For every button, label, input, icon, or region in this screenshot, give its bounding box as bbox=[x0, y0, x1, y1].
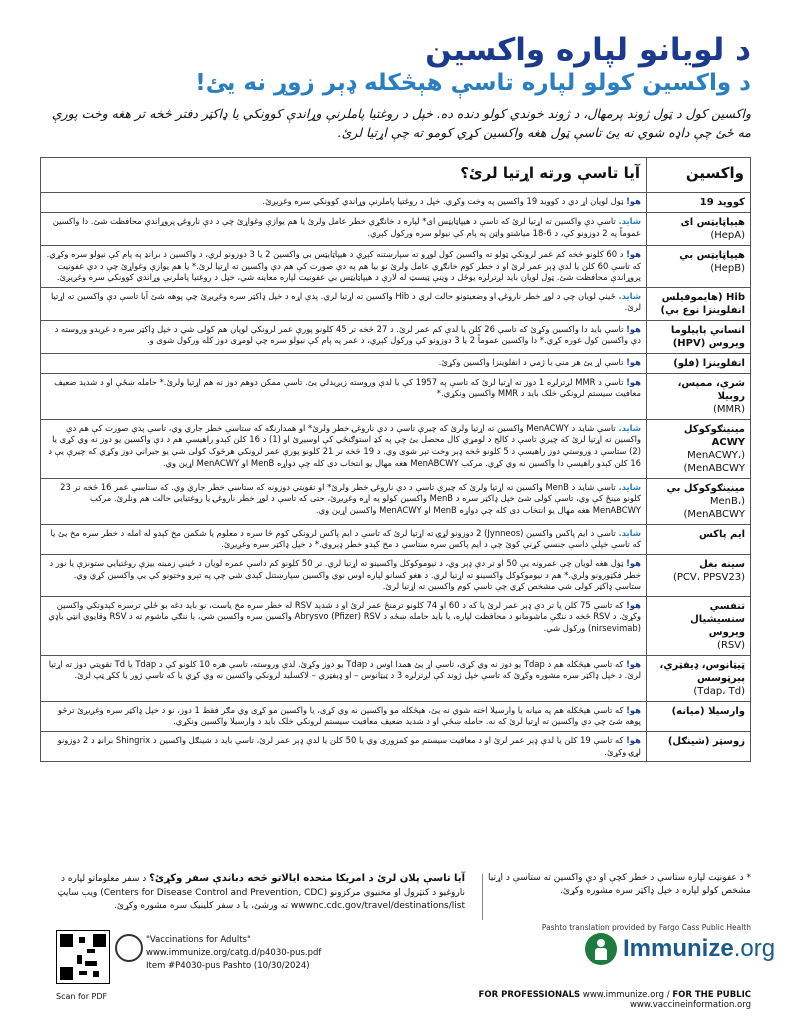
vaccine-info-cell bbox=[41, 353, 647, 373]
vaccine-info-cell bbox=[41, 655, 647, 701]
need-details: تاسې شاید د MenB واکسین ته اړتیا ولرئ که چیرې تاسې د دې ناروغۍ خطر ولرئ* او تقویتي دوزونه که ستاسې خطر جاري وي. که ستاسې عمر 16 څخه تر 23 کلونو مینځ کې وي، تاسې کولی شئ خپل ډاکټر سره د MenB واکسین کولو په اړه وغږیږئ، حتی که تاسې د لوړ خطر ناروغۍ یا روغتیایي حالت هم ونلرئ. مرکب MenABCWY هغه مهال یو انتخاب دی کله چې دواړه MenB او MenACWY واکسین اړین وي. bbox=[60, 481, 641, 515]
vaccine-name-cell bbox=[647, 478, 751, 524]
vaccine-info-cell bbox=[41, 419, 647, 478]
travel-info bbox=[40, 872, 465, 913]
need-answer: هو! bbox=[626, 376, 641, 387]
table-row bbox=[41, 596, 751, 655]
vaccine-abbreviation: (MenB، MenABCWY) bbox=[683, 495, 745, 520]
vaccine-column-header: واکسین bbox=[647, 158, 751, 193]
vaccine-name-cell bbox=[647, 655, 751, 701]
vaccine-info-cell bbox=[41, 246, 647, 288]
vaccine-name-cell bbox=[647, 246, 751, 288]
immunize-logo[interactable] bbox=[585, 933, 776, 969]
need-details: تاسې دې واکسین ته اړتیا لرئ که تاسې د هیپاټایټس ای* لپاره د خانګړي خطر عامل ولرئ یا هم یوازې وغواړئ چې د دې ناروغۍ پروړاندې محافظت شئ. دا واکسین عموماً په 2 دوزونو کې، د 6-18 میاشتو واټن په پام کې نیولو سره ورکول کېږي. bbox=[52, 216, 641, 238]
need-details: تاسې اړ یئ هر منې یا ژمي د انفلوینزا واکسین وکړئ. bbox=[438, 356, 624, 367]
vaccine-abbreviation: (MMR) bbox=[712, 403, 745, 415]
vaccine-name: شرې، ممپس، روبیلا bbox=[677, 377, 745, 402]
footer-public-url[interactable]: www.vaccineinformation.org bbox=[629, 1000, 751, 1010]
need-details: ټول هغه لویان چې عمرونه یې 50 او تر دې ډېر وي، د نیوموکوکل واکسینو ته اړتیا لري. تر 50 کلونو کم داسې عمره لویان د ځینې زمینه ییزې روغتیایي ستونزې یا نور د خطر فکټورونو ولري.* هم د نیوموکوکل واکسینو ته اړتیا لري. د هغو کسانو لپاره اوس نوي واکسین سپارښتنل کېدی شي چې په تېرو وختونو کې یې واکسین کړي وي. ستاسې ډاکټر کولی شي مشخص کړي چې تاسې کوم واکسین ته اړتیا لرئ. bbox=[49, 557, 641, 592]
table-row bbox=[41, 353, 751, 373]
need-answer: شاید. bbox=[618, 290, 641, 301]
vaccine-table-body bbox=[41, 193, 751, 762]
footer-separator: / bbox=[666, 990, 670, 1000]
table-row bbox=[41, 193, 751, 213]
need-answer: شاید. bbox=[618, 422, 641, 433]
travel-question: آیا تاسې پلان لرئ د امریکا متحده ایالاتو څخه دباندې سفر وکړئ؟ bbox=[149, 873, 465, 884]
footnote: * د عفونیت لپاره ستاسې د خطر کچې او دې واکسین ته ستاسې د اړتیا مشخص کولو لپاره د خپل ډاکټر سره مشوره وکړئ. bbox=[488, 873, 751, 897]
need-column-header: آیا تاسې ورته اړتیا لرئ؟ bbox=[41, 158, 647, 193]
vaccine-name: تنفسي سنسیشیال ویروس bbox=[690, 600, 745, 638]
table-row bbox=[41, 524, 751, 554]
publication-info bbox=[146, 934, 321, 972]
vaccine-info-cell bbox=[41, 731, 647, 761]
travel-text: د سفر معلوماتو لپاره د ناروغیو د کنټرول او مخنیوي مرکزونو (Centers for Disease Control and Prevention, CDC) ویب سایټ wwwnc.cdc.gov/travel/destinations/list ته ورشئ، یا د سفر کلینیک سره مشوره وکړئ. bbox=[57, 874, 465, 911]
vaccine-info-cell bbox=[41, 478, 647, 524]
iac-seal-icon bbox=[115, 934, 143, 962]
vaccine-abbreviation: (PCV، PPSV23) bbox=[672, 571, 745, 583]
vaccine-name: مینینګوکوکل ACWY bbox=[683, 423, 745, 448]
intro-text: واکسین کول د ټول ژوند پرمهال، د ژوند خوندي کولو دنده ده. خپل د روغتیا پاملرنې وړاندې کوونکي یا ډاکټر دفتر څخه تر هغه وخت پورې مه ځئ چې داډه شوي نه یئ تاسې ټول هغه واکسین کړي کومو ته چې اړتیا لرئ. bbox=[51, 106, 751, 141]
table-row bbox=[41, 287, 751, 320]
vaccine-name: هیپاټایټس بي bbox=[679, 250, 745, 261]
vaccine-name-cell bbox=[647, 320, 751, 353]
need-answer: هو! bbox=[626, 196, 641, 206]
need-details: که تاسې هېڅکله هم د Tdap یو دوز نه وي کړی، تاسې اړ یئ همدا اوس د Tdap یو دوز وکړئ. لدې وروسته، تاسې هره 10 کلونو کې د Tdap یا Td تقویتي دوز ته اړتیا لرئ. د خپل ډاکټر سره مشوره وکړئ که تاسې خپل ژوند کې لږترلږه 3 د ټیټانوس – او ډیفټري – لاکسلید لرونکي واکسین نه وي کړي یا که تاسې ژور یا ککړ ټپ لرئ. bbox=[48, 658, 641, 681]
vaccine-name: هیپاټایټس ای bbox=[680, 217, 745, 228]
vaccine-name-cell bbox=[647, 213, 751, 246]
vaccine-name-cell bbox=[647, 287, 751, 320]
vaccine-info-cell bbox=[41, 320, 647, 353]
vaccine-name: ټیټانوس، ډیفټري، پیرټوسس bbox=[659, 659, 745, 684]
vaccine-abbreviation: (HepB) bbox=[710, 263, 745, 274]
vaccine-name-cell bbox=[647, 701, 751, 731]
vaccine-table bbox=[40, 157, 751, 762]
need-details: تاسې شاید د MenACWY واکسین ته اړتیا ولرئ که چیرې تاسې د دې ناروغۍ خطر ولرئ* او همدارنګه که ستاسې خطر جاري وي، تاسې پدې صورت کې هم دې واکسین ته اړتیا لرئ که چیرې تاسې د کالج د لومړي کال محصل یئ چې په کډ استوګنځي کې اوسیږئ او (1) د 16 کلن کېدو راهیسې هم د دې واکسین یو دوز نه وي کړی یا (2) ستاسې د وروستي دوز راهیسې د 5 کلونو څخه ډېر وخت تېر شوی وي. د 19 څخه تر 21 کلونو پورې عمر لرونکي هرڅوک کولی شي یو جبراني دوز وکړي که چیرې یې د 16 کلن کېدو راهیسې دا واکسین نه وي کړي. مرکب MenABCWY هغه مهال یو انتخاب دی کله چې دواړه MenB او MenACWY اړین وي. bbox=[48, 422, 641, 468]
vaccine-name: Hib (هایموفیلس انفلوینزا نوع بي) bbox=[660, 291, 745, 316]
vaccine-name: زوسټر (شینګل) bbox=[667, 735, 745, 747]
immunize-person-icon bbox=[585, 933, 617, 965]
need-details: ځینې لویان چې د لوړ خطر ناروغۍ او وضعیتونو حالت لري د Hib واکسین ته اړتیا لري. پدې اړه د خپل ډاکټر سره وغږیږئ چې پوهه شئ آیا تاسې دې واکسین ته اړتیا لرئ. bbox=[50, 290, 641, 313]
table-header-row bbox=[41, 158, 751, 193]
vaccine-info-cell bbox=[41, 596, 647, 655]
travel-section bbox=[40, 872, 751, 922]
vaccine-info-cell bbox=[41, 373, 647, 419]
footer-public-label: FOR THE PUBLIC bbox=[672, 990, 751, 1000]
need-details: تاسې د MMR لږترلږه 1 دوز ته اړتیا لرئ که تاسې په 1957 کې یا لدې وروسته زیږیدلي یئ. تاسې ممکن دوهم دوز ته هم اړتیا ولرئ.* حامله ښځې او د شدید ضعیف معافیت سیستم لرونکي خلک باید د MMR واکسین ونکړي.* bbox=[54, 376, 641, 399]
vaccine-name-cell bbox=[647, 353, 751, 373]
vaccine-name-cell bbox=[647, 596, 751, 655]
vaccine-abbreviation: (Tdap، Td) bbox=[693, 685, 745, 697]
vaccine-info-cell bbox=[41, 213, 647, 246]
vaccine-info-cell bbox=[41, 554, 647, 596]
vaccine-name: کووید 19 bbox=[699, 197, 745, 208]
vaccine-name: انساني پاپیلوما ویروس (HPV) bbox=[670, 324, 745, 349]
need-answer: هو! bbox=[626, 323, 641, 334]
need-answer: هو! bbox=[626, 658, 641, 669]
vaccine-info-cell bbox=[41, 287, 647, 320]
footer bbox=[385, 990, 751, 1010]
footer-pro-url[interactable]: www.immunize.org bbox=[582, 990, 665, 1000]
vaccine-name: مینینګوکوکل بي bbox=[666, 482, 745, 494]
need-answer: هو! bbox=[626, 249, 641, 259]
footer-pro-label: FOR PROFESSIONALS bbox=[478, 990, 581, 1000]
vaccine-info-cell bbox=[41, 701, 647, 731]
vaccine-abbreviation: (HepA) bbox=[710, 230, 745, 241]
pub-title: "Vaccinations for Adults" bbox=[146, 935, 251, 945]
table-row bbox=[41, 478, 751, 524]
table-row bbox=[41, 655, 751, 701]
vaccine-name: ایم پاکس bbox=[699, 528, 745, 540]
need-details: د 60 کلونو څخه کم عمر لرونکي ټولو ته واکسین کول لوړو ته سپارښتنه کېږي د هیپاټایټس بي واکسین 2 یا 3 دوزونو لري، د واکسین د برانډ په پام کې نیولو سره وکړي. که تاسې 60 کلن یا لدې ډېر عمر لرئ او د خطر کوم خانګړي عامل ولرئ نو بیا هم په دې صورت کې هم دې واکسین ته اړتیا لرئ.* یا هم یوازې وغواړئ چې د دې عفونیت پروړاندې محافظت شئ. ټول لویان باید لږترلږه یوځل د وینې ټیسټ له لارې د هیپاټایټس بي عفونیت لپاره معاینه شي، خپل د روغتیا پاملرنې وړاندي کوونکي سره وغږیږئ. bbox=[46, 249, 641, 283]
travel-divider bbox=[482, 874, 483, 920]
vaccine-info-cell bbox=[41, 193, 647, 213]
vaccine-name-cell bbox=[647, 731, 751, 761]
vaccine-name-cell bbox=[647, 524, 751, 554]
need-details: تاسې باید دا واکسین وکړئ که تاسې 26 کلن یا لدې کم عمر لرئ. د 27 څخه تر 45 کلونو پورې عمر لرونکي لویان هم کولی شي د خپل ډاکټر سره د غږیدو وروسته د دې واکسین کول غوره کړي.* دا واکسین عموماً 2 یا 3 دوزونو کې ورکول کېږي، د عمر په پام کې نیولو سره چې لومړی دوز کله ورکول شوی و. bbox=[54, 323, 641, 346]
need-answer: شاید. bbox=[618, 481, 641, 492]
vaccine-abbreviation: (RSV) bbox=[717, 639, 745, 651]
pub-url[interactable]: www.immunize.org/catg.d/p4030-pus.pdf bbox=[146, 947, 322, 958]
table-row bbox=[41, 419, 751, 478]
page-subtitle: د واکسین کولو لپاره تاسې هېڅکله ډېر زوړ نه یئ! bbox=[195, 70, 751, 96]
table-row bbox=[41, 213, 751, 246]
vaccine-name-cell bbox=[647, 419, 751, 478]
vaccine-abbreviation: (MenACWY، MenABCWY) bbox=[683, 449, 745, 474]
table-row bbox=[41, 320, 751, 353]
qr-caption: Scan for PDF bbox=[56, 992, 108, 1001]
table-row bbox=[41, 701, 751, 731]
need-details: که تاسې 19 کلن یا لدې ډېر عمر لرئ او د معافیت سیستم مو کمزوری وي یا 50 کلن یا لدې ډېر عمر لرئ، تاسې باید د شینګل واکسین د Shingrix برانډ د 2 دوزونو لړۍ وکړئ. bbox=[57, 734, 641, 757]
table-row bbox=[41, 554, 751, 596]
need-details: تاسې د ایم پاکس واکسین (Jynneos) 2 دوزونو لړۍ ته اړتیا لرئ که تاسې د ایم پاکس لرونکي کوم څا سره د معلوم یا شکمن مخ کېدو له امله د خطر سره مخ یئ یا که تاسې خپلې داسې جنسي کړنې کوئ چې د ایم پاکس سره ستاسې د مخ کېدو خطر ډېروي.* د خپل ډاکټر سره وغږیږئ. bbox=[50, 527, 641, 550]
need-answer: هو! bbox=[626, 356, 641, 367]
translation-credit: Pashto translation provided by Fargo Cass Public Health bbox=[541, 923, 751, 932]
logo-suffix: .org bbox=[733, 935, 776, 962]
table-row bbox=[41, 373, 751, 419]
table-row bbox=[41, 731, 751, 761]
need-answer: هو! bbox=[626, 704, 641, 715]
need-details: که تاسې 75 کلن یا تر دې ډېر عمر لرئ یا که د 60 او 74 کلونو ترمنځ عمر لرئ او د شدید RSV له خطر سره مخ یاست، نو باید دغه یو ځلي ترسره کېدونکي واکسین وکړئ. د RSV څخه د ننګې ماشومانو د محافظت لپاره، یا باید حامله ښځه د Abrysvo (Pfizer) RSV واکسین سره واکسین شي، یا ننګې ماشوم ته د RSV وقایوي انټي باډي (nirsevimab) ورکول شي. bbox=[48, 599, 641, 633]
need-answer: هو! bbox=[626, 734, 641, 745]
vaccine-name: انفلوینزا (فلو) bbox=[673, 357, 745, 369]
qr-code[interactable] bbox=[56, 930, 110, 984]
need-answer: هو! bbox=[626, 599, 641, 610]
vaccine-name: سینه بغل bbox=[699, 558, 745, 570]
logo-name: Immunize bbox=[623, 935, 734, 962]
need-details: ټول لویان اړ دي د کووید 19 واکسین په وخت وکړي. خپل د روغتیا پاملرنې وړاندي کوونکي سره وغږیږئ. bbox=[262, 196, 624, 206]
need-answer: هو! bbox=[626, 557, 641, 568]
need-answer: شاید. bbox=[618, 527, 641, 538]
pub-item: Item #P4030-pus Pashto (10/30/2024) bbox=[146, 960, 310, 971]
vaccine-info-cell bbox=[41, 524, 647, 554]
vaccine-name-cell bbox=[647, 554, 751, 596]
page-title: د لویانو لپاره واکسین bbox=[425, 32, 751, 68]
vaccine-name-cell bbox=[647, 373, 751, 419]
vaccine-name-cell bbox=[647, 193, 751, 213]
table-row bbox=[41, 246, 751, 288]
need-answer: شاید. bbox=[618, 216, 641, 226]
need-details: که تاسې هېڅکله هم په میانه یا وارسیلا اخته شوي نه یئ، هېڅکله مو واکسین نه وي کړی، یا واکسین مو کړی وي مګر فقط 1 دوز، نو د خپل ډاکټر سره وغږیږئ ترڅو پوهه شئ چې دې واکسین ته اړتیا لرئ که نه. حامله ښځې او د شدید ضعیف معافیت سیستم لرونکي خلک باید د وارسیلا واکسین ونکړي. bbox=[57, 704, 641, 727]
vaccine-name: وارسیلا (میانه) bbox=[671, 705, 745, 717]
